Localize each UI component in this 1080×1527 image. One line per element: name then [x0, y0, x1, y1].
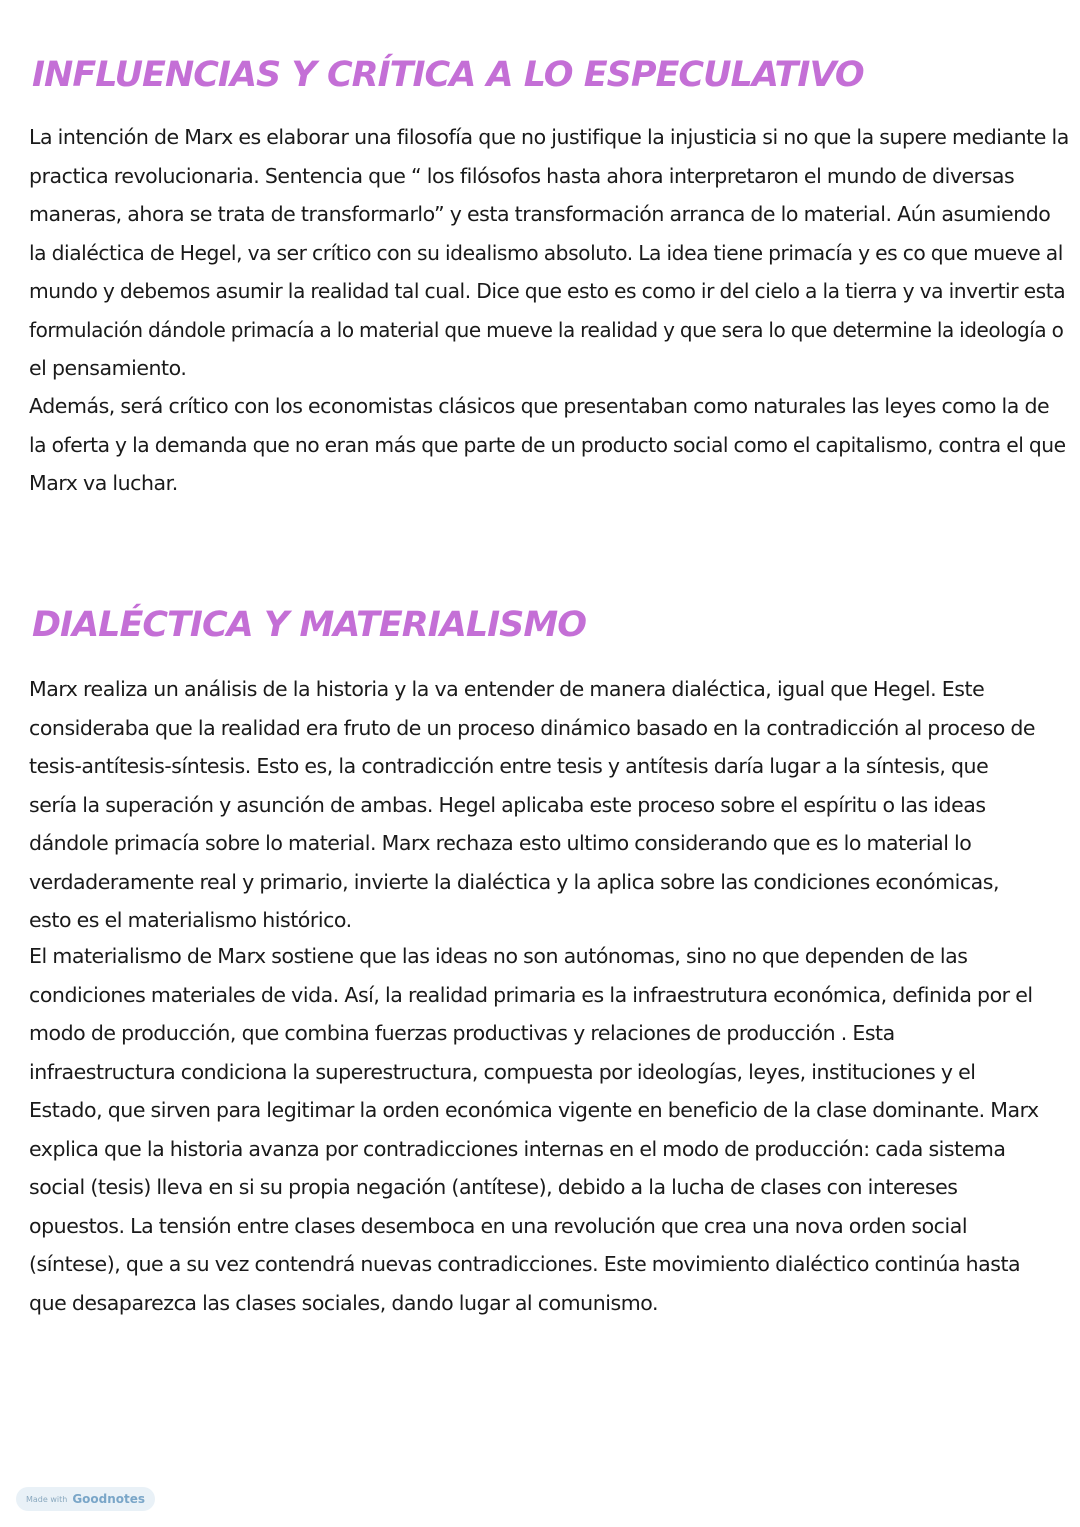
- text-line: practica revolucionaria. Sentencia que “ los filósofos hasta ahora interpretaron el mundo de diversas: [29, 163, 1015, 188]
- text-line: consideraba que la realidad era fruto de un proceso dinámico basado en la contradicción al proceso de: [29, 715, 1036, 740]
- paragraph-dialectica-2: [29, 937, 1064, 1322]
- section-title-influencias: INFLUENCIAS Y CRÍTICA A LO ESPECULATIVO: [32, 55, 864, 95]
- text-line: maneras, ahora se trata de transformarlo” y esta transformación arranca de lo material. Aún asumiendo: [29, 202, 1051, 226]
- text-line: que desaparezca las clases sociales, dando lugar al comunismo.: [29, 1290, 659, 1315]
- paragraph-influencias-2: [29, 387, 1064, 503]
- text-line: La intención de Marx es elaborar una filosofía que no justifique la injusticia si no que la supere mediante la: [29, 125, 1069, 149]
- made-with-label: Made with: [26, 1494, 68, 1504]
- text-line: la dialéctica de Hegel, va ser crítico con su idealismo absoluto. La idea tiene primacía y es co que mueve al: [29, 240, 1063, 265]
- text-line: Estado, que sirven para legitimar la orden económica vigente en beneficio de la clase dominante. Marx: [29, 1098, 1039, 1122]
- text-line: condiciones materiales de vida. Así, la realidad primaria es la infraestrutura económica, definida por el: [29, 982, 1033, 1007]
- paragraph-influencias-1: [29, 118, 1069, 388]
- text-line: tesis-antítesis-síntesis. Esto es, la contradicción entre tesis y antítesis daría lugar a la síntesis, que: [29, 754, 989, 778]
- goodnotes-logo-text: Goodnotes: [72, 1492, 146, 1506]
- text-line: sería la superación y asunción de ambas. Hegel aplicaba este proceso sobre el espíritu o las ideas: [29, 792, 986, 817]
- text-line: El materialismo de Marx sostiene que las ideas no son autónomas, sino no que dependen de las: [29, 944, 968, 968]
- text-line: formulación dándole primacía a lo material que mueve la realidad y que sera lo que determine la ideología o: [29, 317, 1064, 342]
- text-line: verdaderamente real y primario, invierte la dialéctica y la aplica sobre las condiciones económicas,: [29, 869, 1000, 894]
- text-line: Marx realiza un análisis de la historia y la va entender de manera dialéctica, igual que Hegel. Este: [29, 677, 985, 701]
- text-line: Marx va luchar.: [29, 471, 178, 495]
- text-line: el pensamiento.: [29, 356, 187, 380]
- text-line: la oferta y la demanda que no eran más que parte de un producto social como el capitalismo, contra el que: [29, 432, 1066, 457]
- goodnotes-badge[interactable]: [16, 1487, 155, 1511]
- text-line: esto es el materialismo histórico.: [29, 908, 352, 932]
- text-line: Además, será crítico con los economistas clásicos que presentaban como naturales las leyes como la de: [29, 394, 1050, 418]
- text-line: opuestos. La tensión entre clases desemboca en una revolución que crea una nova orden social: [29, 1213, 968, 1238]
- text-line: explica que la historia avanza por contradicciones internas en el modo de producción: cada sistema: [29, 1136, 1006, 1161]
- text-line: mundo y debemos asumir la realidad tal cual. Dice que esto es como ir del cielo a la tierra y va invertir esta: [29, 279, 1066, 303]
- text-line: social (tesis) lleva en si su propia negación (antítese), debido a la lucha de clases con intereses: [29, 1175, 958, 1199]
- paragraph-dialectica-1: [29, 670, 1064, 940]
- text-line: (síntese), que a su vez contendrá nuevas contradicciones. Este movimiento dialéctico continúa hasta: [29, 1252, 1021, 1276]
- text-line: modo de producción, que combina fuerzas productivas y relaciones de producción . Esta: [29, 1021, 895, 1045]
- text-line: dándole primacía sobre lo material. Marx rechaza esto ultimo considerando que es lo material lo: [29, 831, 972, 855]
- text-line: infraestructura condiciona la superestructura, compuesta por ideologías, leyes, instituciones y el: [29, 1059, 976, 1084]
- section-title-dialectica: DIALÉCTICA Y MATERIALISMO: [32, 605, 586, 645]
